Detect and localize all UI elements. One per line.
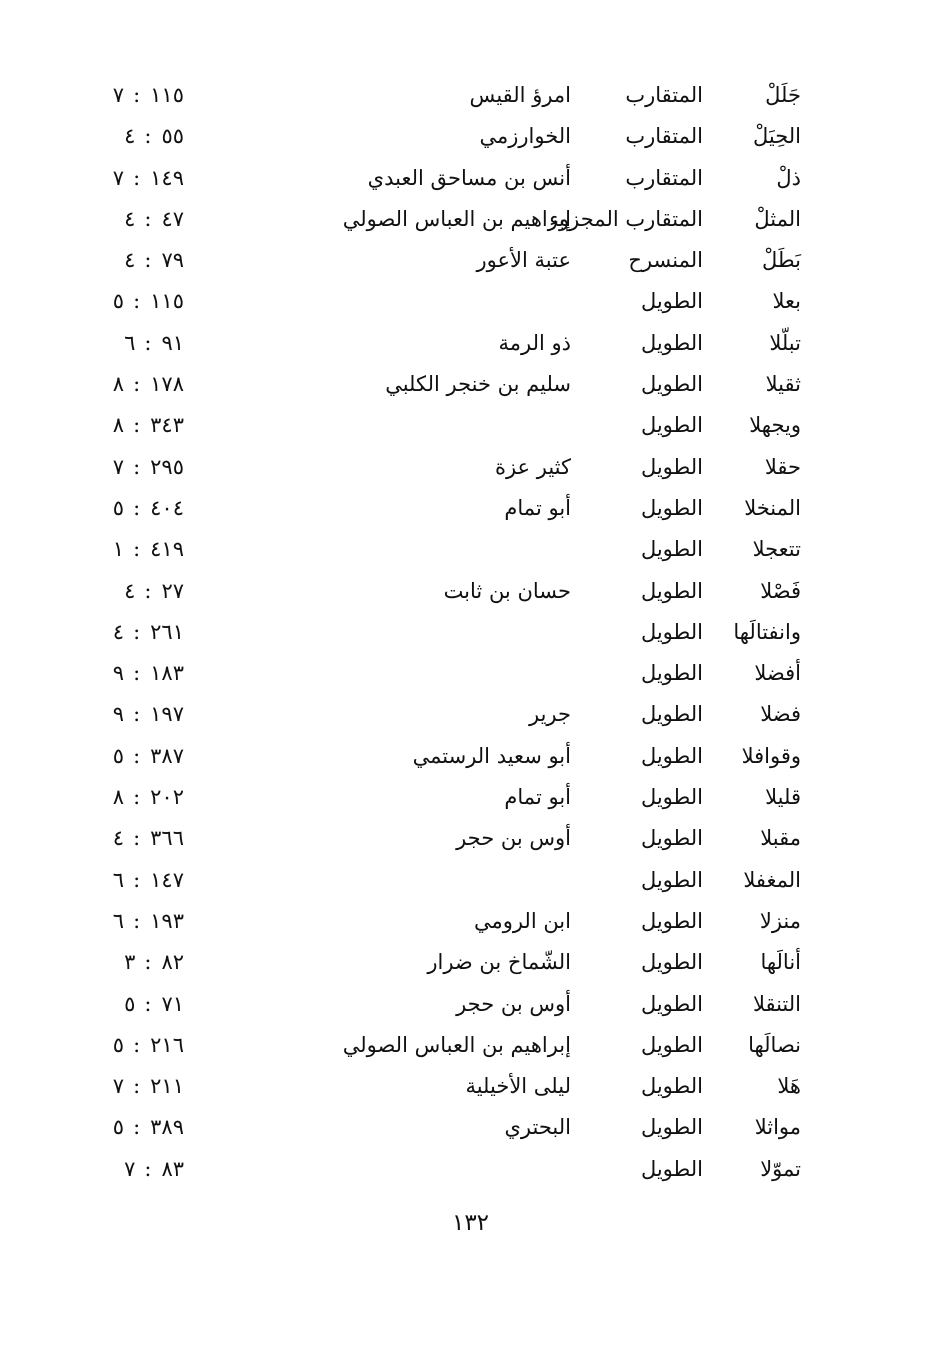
reference-page: ٢٩٥ <box>150 454 184 479</box>
volume-page-reference <box>86 410 184 440</box>
reference-page: ١٤٧ <box>150 867 184 892</box>
poetic-meter: المنسرح <box>628 248 703 273</box>
poetic-meter: الطويل <box>640 1074 703 1099</box>
rhyme-word: فَصْلا <box>760 578 801 603</box>
volume-page-reference <box>86 286 184 316</box>
reference-volume: ٤ <box>124 578 136 603</box>
index-row <box>0 572 931 613</box>
reference-volume: ٨ <box>112 785 125 810</box>
reference-page: ١٩٣ <box>150 908 184 933</box>
poet-name: عتبة الأعور <box>476 248 571 273</box>
poetic-meter: الطويل <box>640 454 703 479</box>
rhyme-word: الحِيَلْ <box>752 124 801 149</box>
index-row <box>0 737 931 778</box>
reference-volume: ٥ <box>112 743 125 768</box>
rhyme-word: منزلا <box>759 908 801 933</box>
poet-name: أبو تمام <box>504 495 571 520</box>
reference-volume: ٥ <box>112 1115 125 1140</box>
volume-page-reference <box>86 369 184 399</box>
reference-separator: : <box>133 454 142 479</box>
volume-page-reference <box>86 1154 184 1184</box>
reference-volume: ٥ <box>112 1032 125 1057</box>
rhyme-word: المثلْ <box>754 206 801 231</box>
index-row <box>0 654 931 695</box>
poetic-meter: الطويل <box>640 950 703 975</box>
index-row <box>0 117 931 158</box>
volume-page-reference <box>86 741 184 771</box>
index-row <box>0 1026 931 1067</box>
reference-page: ٣٨٧ <box>150 743 184 768</box>
reference-separator: : <box>133 619 142 644</box>
reference-volume: ٧ <box>124 1156 136 1181</box>
rhyme-word: تبلّلا <box>769 330 801 355</box>
poet-name: أوس بن حجر <box>456 826 571 851</box>
rhyme-word: ذلْ <box>776 165 801 190</box>
rhyme-word: المنخلا <box>744 495 801 520</box>
reference-separator: : <box>144 124 153 149</box>
reference-page: ٥٥ <box>161 124 184 149</box>
reference-separator: : <box>133 702 142 727</box>
index-row <box>0 324 931 365</box>
index-row <box>0 1150 931 1191</box>
reference-volume: ٤ <box>124 206 136 231</box>
reference-page: ٣٤٣ <box>150 413 184 438</box>
rhyme-word: أفضلا <box>754 661 801 686</box>
reference-page: ٤٧ <box>161 206 184 231</box>
volume-page-reference <box>86 617 184 647</box>
poetic-meter: الطويل <box>640 495 703 520</box>
volume-page-reference <box>86 823 184 853</box>
poetic-meter: المتقارب المجزوء <box>549 206 703 231</box>
reference-separator: : <box>133 826 142 851</box>
volume-page-reference <box>86 658 184 688</box>
page-number: ١٣٢ <box>451 1210 490 1236</box>
rhyme-word: بَطَلْ <box>762 248 801 273</box>
poetic-meter: المتقارب <box>625 83 703 107</box>
reference-volume: ٦ <box>124 330 136 355</box>
reference-page: ٧١ <box>161 991 184 1016</box>
index-row <box>0 365 931 406</box>
reference-volume: ٤ <box>124 248 136 273</box>
rhyme-word: أنالَها <box>760 950 801 975</box>
reference-separator: : <box>133 661 142 686</box>
reference-volume: ٤ <box>112 826 125 851</box>
volume-page-reference <box>86 699 184 729</box>
volume-page-reference <box>86 80 184 110</box>
volume-page-reference <box>86 1071 184 1101</box>
reference-volume: ٩ <box>112 702 125 727</box>
poet-name: كثير عزة <box>494 454 571 479</box>
volume-page-reference <box>86 782 184 812</box>
reference-separator: : <box>144 991 153 1016</box>
volume-page-reference <box>86 534 184 564</box>
volume-page-reference <box>86 452 184 482</box>
index-row <box>0 448 931 489</box>
poetic-meter: الطويل <box>640 289 703 314</box>
reference-separator: : <box>133 785 142 810</box>
volume-page-reference <box>86 1030 184 1060</box>
reference-page: ٢٧ <box>161 578 184 603</box>
reference-volume: ٣ <box>124 950 136 975</box>
reference-separator: : <box>133 743 142 768</box>
reference-volume: ٧ <box>112 165 125 190</box>
rhyme-word: ثقيلا <box>765 372 801 397</box>
poetic-meter: الطويل <box>640 991 703 1016</box>
reference-volume: ٦ <box>112 908 125 933</box>
index-row <box>0 902 931 943</box>
poetic-meter: الطويل <box>640 867 703 892</box>
poet-name: البحتري <box>504 1115 571 1140</box>
rhyme-word: بعلا <box>772 289 801 314</box>
reference-page: ٩١ <box>161 330 184 355</box>
volume-page-reference <box>86 204 184 234</box>
index-row <box>0 530 931 571</box>
poetic-meter: الطويل <box>640 1032 703 1057</box>
rhyme-word: تتعجلا <box>752 537 801 562</box>
index-row <box>0 985 931 1026</box>
reference-page: ٣٨٩ <box>150 1115 184 1140</box>
reference-separator: : <box>133 413 142 438</box>
index-row <box>0 1108 931 1149</box>
reference-volume: ٤ <box>124 124 136 149</box>
index-row <box>0 778 931 819</box>
reference-page: ٢١٦ <box>150 1032 184 1057</box>
reference-page: ١١٥ <box>150 83 184 107</box>
reference-page: ٤١٩ <box>150 537 184 562</box>
poetic-meter: الطويل <box>640 702 703 727</box>
poet-name: أبو تمام <box>504 785 571 810</box>
index-row <box>0 159 931 200</box>
volume-page-reference <box>86 121 184 151</box>
reference-page: ٣٦٦ <box>150 826 184 851</box>
reference-page: ٨٢ <box>161 950 184 975</box>
rhyme-word: هَلا <box>777 1074 801 1099</box>
rhyme-word: المغفلا <box>743 867 801 892</box>
volume-page-reference <box>86 865 184 895</box>
rhyme-word: نصالَها <box>748 1032 801 1057</box>
volume-page-reference <box>86 493 184 523</box>
reference-separator: : <box>133 1074 142 1099</box>
volume-page-reference <box>86 328 184 358</box>
index-row <box>0 695 931 736</box>
volume-page-reference <box>86 947 184 977</box>
rhyme-word: حقلا <box>764 454 801 479</box>
rhyme-index-list <box>0 76 931 1191</box>
poetic-meter: الطويل <box>640 413 703 438</box>
reference-separator: : <box>133 908 142 933</box>
poet-name: الخوارزمي <box>479 124 571 149</box>
reference-separator: : <box>133 289 142 314</box>
poet-name: سليم بن خنجر الكلبي <box>385 372 571 397</box>
poetic-meter: الطويل <box>640 1156 703 1181</box>
volume-page-reference <box>86 1112 184 1142</box>
index-row <box>0 819 931 860</box>
poetic-meter: الطويل <box>640 619 703 644</box>
index-row <box>0 200 931 241</box>
reference-page: ١٨٣ <box>150 661 184 686</box>
reference-separator: : <box>144 206 153 231</box>
reference-volume: ١ <box>112 537 125 562</box>
reference-separator: : <box>133 867 142 892</box>
reference-separator: : <box>144 950 153 975</box>
volume-page-reference <box>86 906 184 936</box>
poet-name: إبراهيم بن العباس الصولي <box>342 1032 571 1057</box>
reference-volume: ٥ <box>112 495 125 520</box>
index-row <box>0 861 931 902</box>
index-row <box>0 489 931 530</box>
reference-separator: : <box>133 83 142 107</box>
poetic-meter: الطويل <box>640 330 703 355</box>
poet-name: حسان بن ثابت <box>443 578 571 603</box>
reference-page: ١٩٧ <box>150 702 184 727</box>
poetic-meter: الطويل <box>640 537 703 562</box>
rhyme-word: وانفتالَها <box>733 619 801 644</box>
rhyme-word: فضلا <box>760 702 801 727</box>
reference-page: ٢٦١ <box>150 619 184 644</box>
poet-name: ليلى الأخيلية <box>465 1074 571 1099</box>
reference-separator: : <box>133 372 142 397</box>
poet-name: الشّماخ بن ضرار <box>427 950 571 975</box>
reference-page: ٨٣ <box>161 1156 184 1181</box>
volume-page-reference <box>86 576 184 606</box>
poet-name: إبراهيم بن العباس الصولي <box>342 206 571 231</box>
index-row <box>0 943 931 984</box>
reference-page: ١٧٨ <box>150 372 184 397</box>
index-row <box>0 1067 931 1108</box>
poet-name: أنس بن مساحق العبدي <box>367 165 571 190</box>
index-row <box>0 241 931 282</box>
poetic-meter: المتقارب <box>625 165 703 190</box>
rhyme-word: التنقلا <box>752 991 801 1016</box>
reference-volume: ٨ <box>112 372 125 397</box>
rhyme-word: مقبلا <box>760 826 801 851</box>
reference-volume: ٧ <box>112 83 125 107</box>
poetic-meter: الطويل <box>640 785 703 810</box>
index-row <box>0 282 931 323</box>
reference-separator: : <box>144 248 153 273</box>
rhyme-word: وقوافلا <box>741 743 801 768</box>
volume-page-reference <box>86 163 184 193</box>
reference-separator: : <box>133 495 142 520</box>
index-row <box>0 76 931 117</box>
reference-separator: : <box>133 537 142 562</box>
reference-page: ٢٠٢ <box>150 785 184 810</box>
rhyme-word: جَلَلْ <box>765 83 801 107</box>
poetic-meter: الطويل <box>640 1115 703 1140</box>
rhyme-word: تموّلا <box>760 1156 801 1181</box>
poetic-meter: الطويل <box>640 826 703 851</box>
reference-volume: ٥ <box>112 289 125 314</box>
reference-page: ٢١١ <box>150 1074 184 1099</box>
rhyme-word: قليلا <box>765 785 801 810</box>
reference-page: ٤٠٤ <box>150 495 184 520</box>
index-row <box>0 406 931 447</box>
index-row <box>0 613 931 654</box>
reference-page: ١١٥ <box>150 289 184 314</box>
poetic-meter: الطويل <box>640 372 703 397</box>
poet-name: أبو سعيد الرستمي <box>412 743 571 768</box>
poet-name: جرير <box>529 702 571 727</box>
reference-volume: ٧ <box>112 1074 125 1099</box>
poetic-meter: الطويل <box>640 908 703 933</box>
poet-name: أوس بن حجر <box>456 991 571 1016</box>
poet-name: امرؤ القيس <box>469 83 571 107</box>
poetic-meter: الطويل <box>640 743 703 768</box>
rhyme-word: مواثلا <box>754 1115 801 1140</box>
reference-volume: ٦ <box>112 867 125 892</box>
poetic-meter: الطويل <box>640 661 703 686</box>
reference-page: ٧٩ <box>161 248 184 273</box>
reference-volume: ٥ <box>124 991 136 1016</box>
poet-name: ذو الرمة <box>498 330 571 355</box>
reference-separator: : <box>144 330 153 355</box>
reference-page: ١٤٩ <box>150 165 184 190</box>
reference-separator: : <box>144 1156 153 1181</box>
volume-page-reference <box>86 989 184 1019</box>
reference-separator: : <box>133 165 142 190</box>
reference-volume: ٧ <box>112 454 125 479</box>
poetic-meter: المتقارب <box>625 124 703 149</box>
reference-separator: : <box>133 1032 142 1057</box>
reference-volume: ٤ <box>112 619 125 644</box>
volume-page-reference <box>86 245 184 275</box>
reference-volume: ٩ <box>112 661 125 686</box>
rhyme-word: ويجهلا <box>749 413 801 438</box>
reference-separator: : <box>133 1115 142 1140</box>
reference-volume: ٨ <box>112 413 125 438</box>
reference-separator: : <box>144 578 153 603</box>
poetic-meter: الطويل <box>640 578 703 603</box>
poet-name: ابن الرومي <box>473 908 571 933</box>
